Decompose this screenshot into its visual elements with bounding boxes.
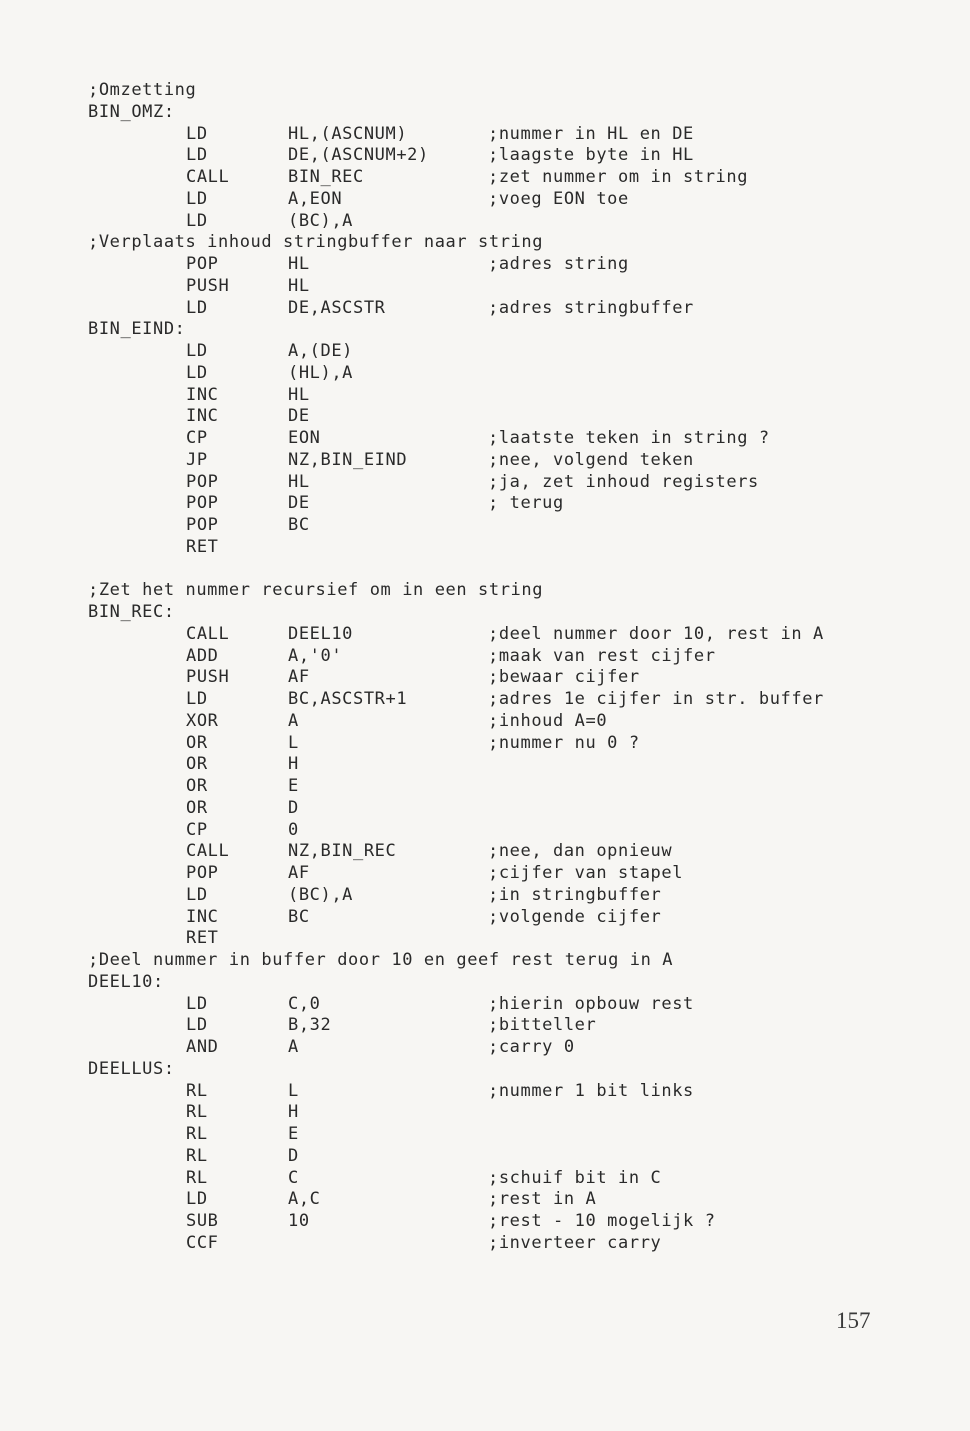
opcode: CALL xyxy=(186,167,230,187)
opcode: LD xyxy=(186,1189,208,1210)
operand: A,C xyxy=(288,1189,321,1210)
section-comment: ;Verplaats inhoud stringbuffer naar string xyxy=(88,232,544,253)
operand: H xyxy=(288,1102,299,1123)
opcode: CP xyxy=(186,819,208,840)
instruction-line xyxy=(88,167,938,189)
operand: DE xyxy=(288,493,310,514)
opcode: RL xyxy=(186,1102,208,1123)
code-comment: ;maak van rest cijfer xyxy=(488,645,716,666)
operand: H xyxy=(288,754,299,775)
opcode: LD xyxy=(186,341,208,361)
code-comment: ;inhoud A=0 xyxy=(488,710,608,731)
opcode: ADD xyxy=(186,645,219,666)
instruction-line xyxy=(88,1081,938,1103)
operand: (BC),A xyxy=(288,210,354,231)
operand: D xyxy=(288,1145,299,1166)
opcode: CCF xyxy=(186,1232,219,1253)
operand: A xyxy=(288,1037,299,1057)
code-comment: ;adres 1e cijfer in str. buffer xyxy=(488,689,824,709)
operand: DE,ASCSTR xyxy=(288,297,386,318)
instruction-line xyxy=(88,341,938,363)
opcode: LD xyxy=(186,145,208,166)
code-comment: ;laatste teken in string ? xyxy=(488,428,770,448)
opcode: LD xyxy=(186,1015,208,1036)
opcode: RL xyxy=(186,1124,208,1144)
instruction-line xyxy=(88,1124,938,1146)
code-comment: ;carry 0 xyxy=(488,1037,575,1057)
operand: BIN_REC xyxy=(288,167,364,187)
code-comment: ;nummer nu 0 ? xyxy=(488,732,640,753)
code-comment: ;adres string xyxy=(488,254,629,274)
section-comment-line xyxy=(88,80,938,102)
operand: (HL),A xyxy=(288,362,354,383)
instruction-line xyxy=(88,1233,938,1255)
operand: E xyxy=(288,1124,299,1144)
code-comment: ;in stringbuffer xyxy=(488,884,662,905)
opcode: RL xyxy=(186,1145,208,1166)
code-label: DEEL10: xyxy=(88,971,164,992)
instruction-line xyxy=(88,1211,938,1233)
operand: BC xyxy=(288,515,310,535)
opcode: AND xyxy=(186,1037,219,1057)
code-label: BIN_OMZ: xyxy=(88,101,175,122)
instruction-line xyxy=(88,885,938,907)
operand: HL xyxy=(288,384,310,405)
opcode: PUSH xyxy=(186,667,230,688)
opcode: XOR xyxy=(186,710,219,731)
opcode: LD xyxy=(186,362,208,383)
opcode: LD xyxy=(186,689,208,709)
code-label: BIN_REC: xyxy=(88,602,175,622)
code-comment: ;laagste byte in HL xyxy=(488,145,694,166)
operand: NZ,BIN_EIND xyxy=(288,449,408,470)
instruction-line xyxy=(88,798,938,820)
operand: HL xyxy=(288,254,310,274)
instruction-line xyxy=(88,689,938,711)
code-comment: ;rest in A xyxy=(488,1189,597,1210)
instruction-line xyxy=(88,1146,938,1168)
operand: BC xyxy=(288,906,310,927)
label-line xyxy=(88,1059,938,1081)
instruction-line xyxy=(88,863,938,885)
instruction-line xyxy=(88,1037,938,1059)
opcode: POP xyxy=(186,515,219,535)
instruction-line xyxy=(88,537,938,559)
instruction-line xyxy=(88,211,938,233)
instruction-line xyxy=(88,428,938,450)
code-comment: ;schuif bit in C xyxy=(488,1167,662,1188)
operand: L xyxy=(288,1080,299,1101)
section-comment-line xyxy=(88,580,938,602)
code-comment: ;nee, dan opnieuw xyxy=(488,841,673,862)
label-line xyxy=(88,602,938,624)
instruction-line xyxy=(88,907,938,929)
code-comment: ;bewaar cijfer xyxy=(488,667,640,688)
section-comment: ;Omzetting xyxy=(88,80,197,100)
opcode: POP xyxy=(186,254,219,274)
instruction-line xyxy=(88,472,938,494)
opcode: OR xyxy=(186,797,208,818)
instruction-line xyxy=(88,667,938,689)
instruction-line xyxy=(88,994,938,1016)
instruction-line xyxy=(88,298,938,320)
instruction-line xyxy=(88,1189,938,1211)
operand: EON xyxy=(288,428,321,448)
operand: L xyxy=(288,732,299,753)
operand: DEEL10 xyxy=(288,623,354,644)
code-comment: ;hierin opbouw rest xyxy=(488,993,694,1014)
code-comment: ;nummer in HL en DE xyxy=(488,123,694,144)
code-comment: ;rest - 10 mogelijk ? xyxy=(488,1211,716,1231)
code-comment: ; terug xyxy=(488,493,564,514)
instruction-line xyxy=(88,646,938,668)
code-comment: ;volgende cijfer xyxy=(488,906,662,927)
operand: A xyxy=(288,710,299,731)
opcode: CALL xyxy=(186,623,230,644)
opcode: LD xyxy=(186,884,208,905)
instruction-line xyxy=(88,1102,938,1124)
operand: C,0 xyxy=(288,993,321,1014)
opcode: RL xyxy=(186,1167,208,1188)
instruction-line xyxy=(88,820,938,842)
operand: NZ,BIN_REC xyxy=(288,841,397,862)
opcode: LD xyxy=(186,297,208,318)
assembly-listing xyxy=(88,80,938,1255)
operand: B,32 xyxy=(288,1015,332,1036)
operand: A,(DE) xyxy=(288,341,354,361)
operand: 0 xyxy=(288,819,299,840)
operand: DE xyxy=(288,406,310,427)
instruction-line xyxy=(88,515,938,537)
instruction-line xyxy=(88,450,938,472)
opcode: POP xyxy=(186,493,219,514)
instruction-line xyxy=(88,841,938,863)
opcode: RET xyxy=(186,928,219,949)
label-line xyxy=(88,319,938,341)
opcode: RET xyxy=(186,536,219,557)
operand: AF xyxy=(288,667,310,688)
opcode: LD xyxy=(186,993,208,1014)
operand: A,EON xyxy=(288,188,343,209)
opcode: OR xyxy=(186,754,208,775)
section-comment: ;Zet het nummer recursief om in een string xyxy=(88,580,544,601)
code-comment: ;nee, volgend teken xyxy=(488,449,694,470)
instruction-line xyxy=(88,624,938,646)
opcode: PUSH xyxy=(186,275,230,296)
operand: 10 xyxy=(288,1211,310,1231)
code-comment: ;adres stringbuffer xyxy=(488,297,694,318)
code-comment: ;deel nummer door 10, rest in A xyxy=(488,623,824,644)
code-comment: ;zet nummer om in string xyxy=(488,167,749,187)
operand: E xyxy=(288,776,299,796)
operand: (BC),A xyxy=(288,884,354,905)
code-comment: ;nummer 1 bit links xyxy=(488,1080,694,1101)
section-comment-line xyxy=(88,950,938,972)
operand: HL xyxy=(288,471,310,492)
opcode: CALL xyxy=(186,841,230,862)
instruction-line xyxy=(88,1168,938,1190)
opcode: LD xyxy=(186,210,208,231)
operand: BC,ASCSTR+1 xyxy=(288,689,408,709)
code-comment: ;voeg EON toe xyxy=(488,188,629,209)
operand: C xyxy=(288,1167,299,1188)
label-line xyxy=(88,972,938,994)
opcode: SUB xyxy=(186,1211,219,1231)
code-label: DEELLUS: xyxy=(88,1058,175,1079)
opcode: OR xyxy=(186,732,208,753)
opcode: POP xyxy=(186,863,219,883)
label-line xyxy=(88,102,938,124)
opcode: POP xyxy=(186,471,219,492)
code-label: BIN_EIND: xyxy=(88,319,186,340)
opcode: INC xyxy=(186,384,219,405)
blank-line xyxy=(88,559,938,581)
instruction-line xyxy=(88,733,938,755)
code-comment: ;ja, zet inhoud registers xyxy=(488,471,759,492)
instruction-line xyxy=(88,124,938,146)
opcode: CP xyxy=(186,428,208,448)
opcode: LD xyxy=(186,188,208,209)
instruction-line xyxy=(88,363,938,385)
instruction-line xyxy=(88,406,938,428)
opcode: RL xyxy=(186,1080,208,1101)
instruction-line xyxy=(88,385,938,407)
instruction-line xyxy=(88,754,938,776)
opcode: JP xyxy=(186,449,208,470)
operand: D xyxy=(288,797,299,818)
code-comment: ;inverteer carry xyxy=(488,1232,662,1253)
code-comment: ;bitteller xyxy=(488,1015,597,1036)
instruction-line xyxy=(88,189,938,211)
opcode: INC xyxy=(186,906,219,927)
section-comment-line xyxy=(88,232,938,254)
instruction-line xyxy=(88,493,938,515)
section-comment: ;Deel nummer in buffer door 10 en geef rest terug in A xyxy=(88,950,674,970)
instruction-line xyxy=(88,928,938,950)
instruction-line xyxy=(88,1015,938,1037)
code-comment: ;cijfer van stapel xyxy=(488,863,684,883)
operand: AF xyxy=(288,863,310,883)
instruction-line xyxy=(88,776,938,798)
instruction-line xyxy=(88,254,938,276)
opcode: LD xyxy=(186,123,208,144)
operand: HL,(ASCNUM) xyxy=(288,123,408,144)
operand: A,'0' xyxy=(288,645,343,666)
instruction-line xyxy=(88,145,938,167)
instruction-line xyxy=(88,711,938,733)
operand: DE,(ASCNUM+2) xyxy=(288,145,429,166)
page-number: 157 xyxy=(836,1308,871,1333)
opcode: INC xyxy=(186,406,219,427)
opcode: OR xyxy=(186,776,208,796)
instruction-line xyxy=(88,276,938,298)
operand: HL xyxy=(288,275,310,296)
